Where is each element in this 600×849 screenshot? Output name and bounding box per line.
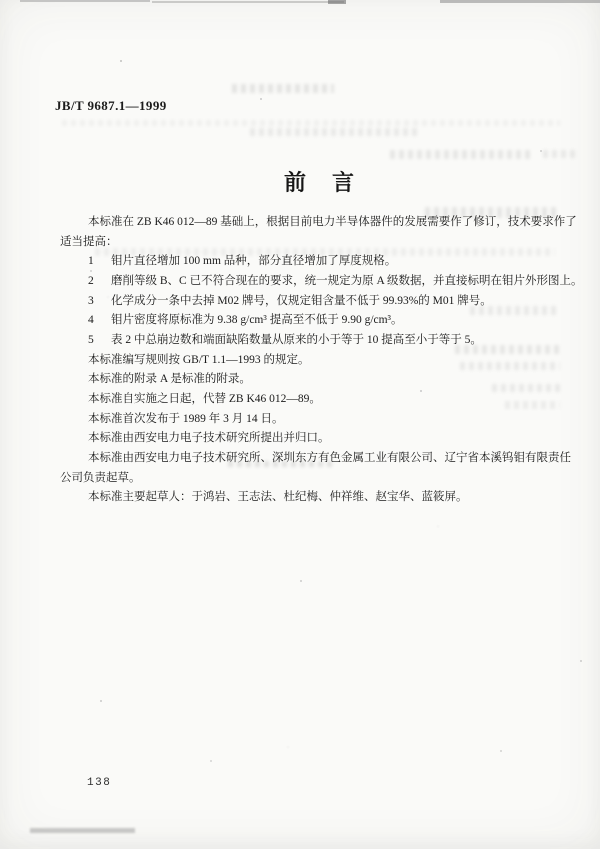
list-item-text: 磨削等级 B、C 已不符合现在的要求，统一规定为原 A 级数据，并直接标明在钼片外形图上。: [111, 274, 583, 287]
bleedthrough-smudge: [232, 84, 334, 93]
intro-line: 适当提高：: [60, 235, 118, 248]
list-item-number: 5: [88, 333, 94, 346]
intro-line: 本标准在 ZB K46 012—89 基础上，根据目前电力半导体器件的发展需要作了修订，技术要求作了: [88, 216, 577, 228]
standard-code: JB/T 9687.1—1999: [55, 98, 167, 113]
list-item-text: 钼片直径增加 100 mm 品种，部分直径增加了厚度规格。: [111, 255, 397, 268]
statement-line: 本标准的附录 A 是标准的附录。: [88, 373, 251, 386]
scan-edge-artifact: [20, 0, 150, 2]
list-item: [60, 272, 583, 292]
statement-line: 本标准首次发布于 1989 年 3 月 14 日。: [88, 412, 284, 425]
statement-line: 本标准编写规则按 GB/T 1.1—1993 的规定。: [88, 353, 310, 366]
list-item-text: 钼片密度将原标准为 9.38 g/cm³ 提高至不低于 9.90 g/cm³。: [111, 314, 403, 327]
drafting-org-line: 公司负责起草。: [60, 471, 141, 484]
list-item-number: 1: [88, 255, 94, 268]
scan-edge-artifact: [328, 0, 346, 4]
bleedthrough-smudge: [62, 120, 560, 126]
list-item: [60, 311, 565, 331]
bleedthrough-smudge: [543, 150, 579, 158]
scan-edge-artifact: [30, 828, 135, 833]
foreword-body: [60, 213, 583, 508]
drafters-line: 本标准主要起草人：于鸿岩、王志法、杜纪梅、仲祥维、赵宝华、蓝筱屏。: [88, 491, 468, 504]
list-item: [60, 331, 565, 351]
statement-line: 本标准由西安电力电子技术研究所提出并归口。: [88, 432, 330, 445]
list-item: [60, 252, 565, 272]
statement-line: 本标准自实施之日起，代替 ZB K46 012—89。: [88, 392, 321, 405]
list-item-text: 化学成分一条中去掉 M02 牌号，仅规定钼含量不低于 99.93%的 M01 牌号。: [111, 294, 492, 307]
page-number: 138: [87, 777, 112, 789]
bleedthrough-smudge: [390, 150, 530, 159]
list-item-number: 3: [88, 294, 94, 307]
page-title: 前 言: [283, 170, 356, 195]
list-item: [60, 292, 565, 312]
list-item-text: 表 2 中总崩边数和端面缺陷数量从原来的小于等于 10 提高至小于等于 5。: [111, 333, 482, 346]
scan-edge-artifact: [440, 0, 600, 3]
bleedthrough-smudge: [250, 128, 420, 136]
drafting-org-line: 本标准由西安电力电子技术研究所、深圳东方有色金属工业有限公司、辽宁省本溪钨钼有限责任: [88, 451, 571, 464]
list-item-number: 2: [88, 274, 94, 287]
paper-noise: [120, 60, 122, 62]
list-item-number: 4: [88, 314, 94, 327]
scan-edge-artifact: [152, 1, 344, 3]
